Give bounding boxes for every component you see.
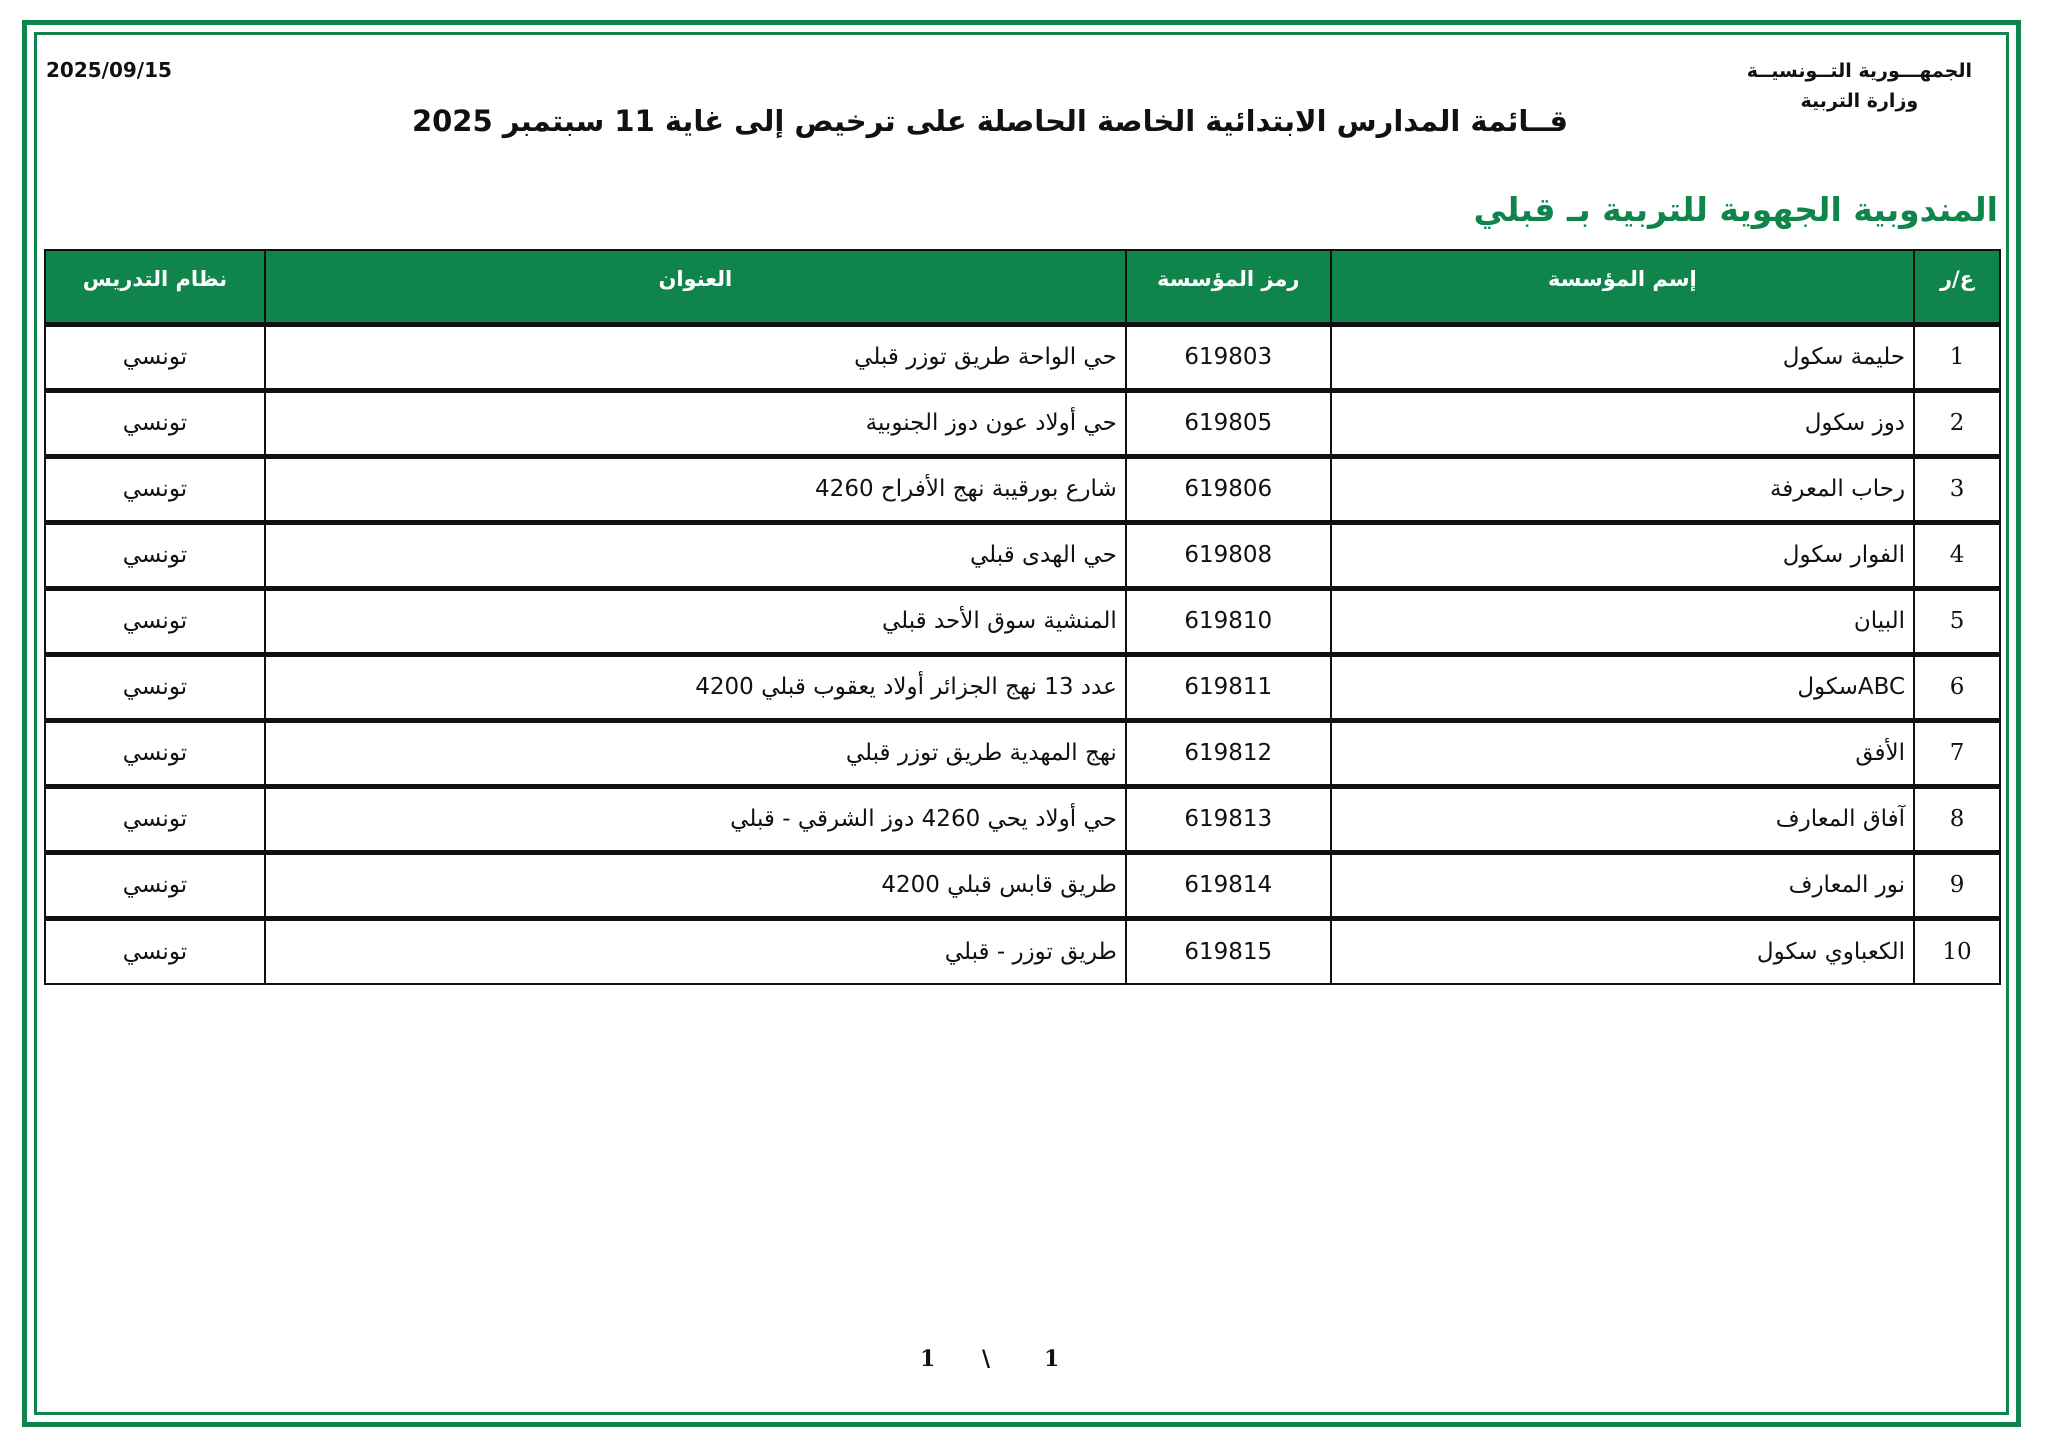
column-header-idx: ع/ر: [1914, 250, 2000, 324]
row-index: 5: [1914, 588, 2000, 654]
school-address: حي أولاد يحي 4260 دوز الشرقي - قبلي: [265, 786, 1126, 852]
school-name: الأفق: [1331, 720, 1914, 786]
school-address: حي الواحة طريق توزر قبلي: [265, 324, 1126, 390]
table-row: [45, 918, 2000, 984]
table-row: [45, 522, 2000, 588]
table-body: [45, 324, 2000, 984]
table-row: [45, 390, 2000, 456]
page-separator: \: [982, 1346, 991, 1372]
school-code: 619805: [1126, 390, 1331, 456]
teaching-system: تونسي: [45, 720, 265, 786]
school-address: عدد 13 نهج الجزائر أولاد يعقوب قبلي 4200: [265, 654, 1126, 720]
republic-name: الجمهـــورية التــونسيــة: [1746, 60, 1972, 82]
column-header-code: رمز المؤسسة: [1126, 250, 1331, 324]
teaching-system: تونسي: [45, 324, 265, 390]
row-index: 7: [1914, 720, 2000, 786]
school-address: شارع بورقيبة نهج الأفراح 4260: [265, 456, 1126, 522]
page-current: 1: [1044, 1346, 1060, 1372]
school-code: 619806: [1126, 456, 1331, 522]
school-name: رحاب المعرفة: [1331, 456, 1914, 522]
table-row: [45, 852, 2000, 918]
school-code: 619811: [1126, 654, 1331, 720]
school-address: نهج المهدية طريق توزر قبلي: [265, 720, 1126, 786]
page-total: 1: [920, 1346, 936, 1372]
table-row: [45, 720, 2000, 786]
ministry-name: وزارة التربية: [1800, 90, 1919, 112]
school-code: 619810: [1126, 588, 1331, 654]
school-code: 619803: [1126, 324, 1331, 390]
school-address: طريق قابس قبلي 4200: [265, 852, 1126, 918]
row-index: 2: [1914, 390, 2000, 456]
school-code: 619812: [1126, 720, 1331, 786]
document-date: 2025/09/15: [46, 58, 172, 82]
school-name: دوز سكول: [1331, 390, 1914, 456]
school-code: 619815: [1126, 918, 1331, 984]
school-name: ABCسكول: [1331, 654, 1914, 720]
school-address: حي أولاد عون دوز الجنوبية: [265, 390, 1126, 456]
school-address: المنشية سوق الأحد قبلي: [265, 588, 1126, 654]
region-heading: المندوبية الجهوية للتربية بـ قبلي: [1473, 190, 1998, 229]
teaching-system: تونسي: [45, 456, 265, 522]
teaching-system: تونسي: [45, 390, 265, 456]
school-name: الكعباوي سكول: [1331, 918, 1914, 984]
row-index: 1: [1914, 324, 2000, 390]
teaching-system: تونسي: [45, 522, 265, 588]
schools-table: [44, 249, 2001, 985]
table-row: [45, 456, 2000, 522]
school-address: طريق توزر - قبلي: [265, 918, 1126, 984]
table-row: [45, 324, 2000, 390]
column-header-system: نظام التدريس: [45, 250, 265, 324]
row-index: 6: [1914, 654, 2000, 720]
table-row: [45, 654, 2000, 720]
teaching-system: تونسي: [45, 588, 265, 654]
column-header-name: إسم المؤسسة: [1331, 250, 1914, 324]
teaching-system: تونسي: [45, 852, 265, 918]
row-index: 4: [1914, 522, 2000, 588]
school-name: البيان: [1331, 588, 1914, 654]
school-address: حي الهدى قبلي: [265, 522, 1126, 588]
school-code: 619813: [1126, 786, 1331, 852]
column-header-address: العنوان: [265, 250, 1126, 324]
document-title: قــائمة المدارس الابتدائية الخاصة الحاصلة على ترخيص إلى غاية 11 سبتمبر 2025: [411, 104, 1569, 138]
row-index: 8: [1914, 786, 2000, 852]
school-code: 619814: [1126, 852, 1331, 918]
school-name: نور المعارف: [1331, 852, 1914, 918]
table-row: [45, 588, 2000, 654]
teaching-system: تونسي: [45, 786, 265, 852]
school-code: 619808: [1126, 522, 1331, 588]
teaching-system: تونسي: [45, 654, 265, 720]
table-header-row: [45, 250, 2000, 324]
row-index: 9: [1914, 852, 2000, 918]
document-title-block: [0, 104, 2048, 138]
school-name: الفوار سكول: [1331, 522, 1914, 588]
school-name: حليمة سكول: [1331, 324, 1914, 390]
table-row: [45, 786, 2000, 852]
row-index: 3: [1914, 456, 2000, 522]
school-name: آفاق المعارف: [1331, 786, 1914, 852]
teaching-system: تونسي: [45, 918, 265, 984]
row-index: 10: [1914, 918, 2000, 984]
